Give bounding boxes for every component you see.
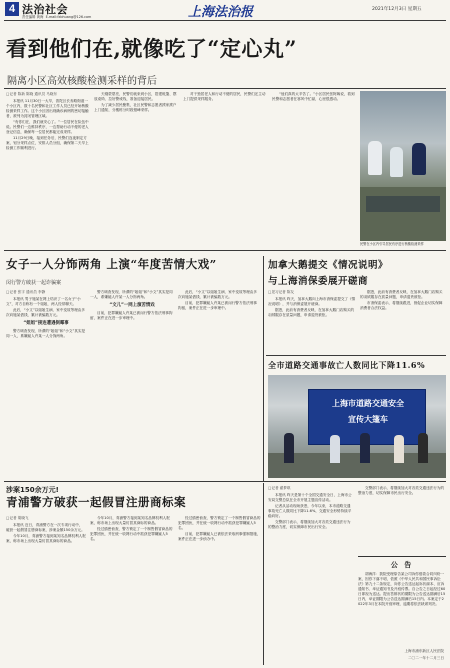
lead-paragraph: 为了减少居民聚集，社区民警和志愿者挨家挨户上门通知，分楼栋分时段错峰采样。 <box>94 103 177 113</box>
story3-byline: □见习记者 陈友 <box>268 290 295 294</box>
story5-paragraph: 目前，犯罪嫌疑人已被依法采取刑事强制措施，案件正在进一步侦办中。 <box>178 532 261 542</box>
vertical-divider-1 <box>263 256 264 481</box>
story4-paragraph: 交警部门表示，将继续加大对各类交通违法行为的整治力度，切实保障市民出行安全。 <box>358 486 445 495</box>
story4-paragraph: 本报讯 昨天是第十个全国交通安全日，上海市公安局交警总队在全市开展主题宣传活动。 <box>268 493 352 502</box>
story5-column-3 <box>178 516 262 663</box>
lead-paragraph: 天刚蒙蒙亮，民警们就来到小区，搭建帐篷、摆放桌椅、拉好警戒线，准备迎接居民。 <box>94 92 177 101</box>
lead-photo <box>360 91 446 241</box>
notice-title: 公 告 <box>390 560 414 569</box>
story4-banner-text-2: 宣传大篷车 <box>348 415 388 424</box>
story2-byline: □记者 张宇 通讯员 李静 <box>6 290 46 294</box>
lead-paragraph: “有你们在，我们就安心了。”一位居民在队伍中说。民警们一边维持秩序，一边帮助行动不便的老人登记信息，确保每一位居民都能完成采样。 <box>6 120 89 135</box>
story2-column-3 <box>178 290 260 479</box>
masthead: 上海法治报 <box>188 5 254 20</box>
story5-column-1 <box>6 523 86 663</box>
story2-column-2 <box>90 290 174 479</box>
notice-body: 胡海洋：我院受理原告某公司诉你借款合同纠纷一案，因你下落不明，依照《中华人民共和国民事诉讼法》第九十二条规定，向你公告送达起诉状副本、应诉通知书、举证通知书及开庭传票。自公告之日起经过60日即视为送达。提出答辩状的期限为公告送达期满后15日内，举证期限为公告送达期满后15日内。本案定于2022年3月在本院开庭审理，逾期将依法缺席判决。 <box>358 572 446 606</box>
story5-paragraph: 经过缜密侦查，警方锁定了一个制售假冒商品的犯罪团伙，并在统一收网行动中抓获犯罪嫌疑人5名。 <box>178 516 261 530</box>
lead-paragraph: 对于独居老人和行动不便的居民，民警们还主动上门提供采样服务。 <box>183 92 266 101</box>
lead-paragraph: 本报讯 11月30日一大早，普陀区长寿路街道一个小区内，数十名民警和社区工作人员已经开始核酸检测采样工作。这个小区因出现确诊病例的密切接触者，被列为封闭管理区域。 <box>6 99 89 118</box>
story3-paragraph: 据悉，此前有消费者反映，在加拿大鹅门店购买的羽绒服存在质量问题，申请退货被拒。 <box>268 308 355 318</box>
editor-line: 责任编辑 黄海 E-mail:fzbhuang@126.com <box>22 15 92 19</box>
lead-column-4 <box>272 92 357 244</box>
story4-paragraph: 交警部门表示，将继续加大对各类交通违法行为的整治力度，切实保障市民出行安全。 <box>268 520 351 530</box>
story4-photo <box>268 375 446 478</box>
lead-column-2 <box>94 92 180 244</box>
lead-headline: 看到他们在,就像吃了“定心丸” <box>6 36 297 61</box>
story2-subhead-2: “文儿”一网上演苦情戏 <box>109 303 155 308</box>
lead-sub-rule <box>4 88 446 89</box>
story2-paragraph: 目前，犯罪嫌疑人许某已被闵行警方依法刑事拘留，案件正在进一步审理中。 <box>90 311 173 320</box>
lead-subheadline: 隔离小区高效核酸检测采样的背后 <box>7 76 157 87</box>
story4-column-1 <box>268 493 354 663</box>
story3-subheadline: 与上海消保委展开磋商 <box>268 276 369 287</box>
story4-headline: 全市道路交通事故亡人数同比下降11.6% <box>268 360 426 370</box>
story2-subhead-1: “姐姐”接连遭遇倒霉事 <box>23 321 69 327</box>
section-divider-1 <box>4 250 446 251</box>
page-header <box>0 0 450 20</box>
notice-box <box>358 556 446 664</box>
story4-byline: □记者 翟梦琪 <box>268 486 291 490</box>
section-divider-2 <box>4 481 446 482</box>
story3-column-2 <box>360 290 446 353</box>
story5-paragraph: 本报讯 近日，青浦警方在一次专项行动中，破获一起假冒注册商标案，涉案金额150余万元。 <box>6 523 85 532</box>
story5-kicker: 涉案150余万元! <box>6 486 59 494</box>
lead-paragraph: “他们真的太辛苦了。”小区居民张阿姨说，看到民警和志愿者在寒风中忙碌，心里很感动。 <box>272 92 355 101</box>
story4-paragraph: 记者从活动现场获悉，今年以来，本市道路交通事故死亡人数同比下降11.6%，交通安全形势持续平稳向好。 <box>268 504 352 519</box>
lead-column-1 <box>6 99 91 244</box>
story3-paragraph: 本报讯 昨天，加拿大鹅向上海市消保委提交了《情况说明》，并与消保委展开磋商。 <box>268 297 356 306</box>
story3-column-1 <box>268 297 356 353</box>
story2-paragraph: 警方调查发现，所谓的“姐姐”和“小文”其实是同一人，系嫌疑人许某一人分饰两角。 <box>6 329 86 339</box>
story2-paragraph: 目前，犯罪嫌疑人许某已被闵行警方依法刑事拘留，案件正在进一步审理中。 <box>178 301 257 311</box>
lead-byline: □记者 陈新 陈晓 通讯员 马晓东 <box>6 92 58 96</box>
story3-rule <box>266 355 446 356</box>
story2-paragraph: 警方调查发现，所谓的“姐姐”和“小文”其实是同一人，系嫌疑人许某一人分饰两角。 <box>90 290 173 299</box>
story2-subheadline: 闵行警方破获一起诈骗案 <box>6 280 62 286</box>
story2-paragraph: 此后，“小文”以姐姐生病、家中变故等理由多次向施某借钱，累计被骗数万元。 <box>178 290 258 299</box>
story4-banner-text: 上海市道路交通安全 <box>332 399 404 408</box>
page-number-badge: 4 <box>5 2 19 16</box>
story5-byline: □记者 胡晓飞 <box>6 516 29 520</box>
story3-paragraph: 据悉，此前有消费者反映，在加拿大鹅门店购买的羽绒服存在质量问题，申请退货被拒。 <box>360 290 443 299</box>
lead-photo-caption: 民警在小区内引导居民有序进行核酸检测采样 <box>360 242 424 246</box>
story5-paragraph: 今年10月，青浦警方接到某知名品牌权利人报案，称市场上出现大量仿冒其商标的商品。 <box>6 534 86 544</box>
notice-date: 二〇二一年十二月三日 <box>408 656 444 660</box>
story5-paragraph: 今年10月，青浦警方接到某知名品牌权利人报案，称市场上出现大量仿冒其商标的商品。 <box>90 516 170 525</box>
lead-column-3 <box>183 92 269 244</box>
story2-headline: 女子一人分饰两角 上演“年度苦情大戏” <box>6 257 217 271</box>
lead-paragraph: 11月29日晚，接到任务后，民警们连夜制定方案，划分采样点位，安排人员分组，确保第二天早上检测工作顺利进行。 <box>6 136 89 151</box>
section-title: 法治社会 <box>22 3 68 16</box>
story3-headline: 加拿大鹅提交《情况说明》 <box>268 260 389 271</box>
story4-column-2 <box>358 486 446 552</box>
story5-headline: 青浦警方破获一起假冒注册商标案 <box>6 495 186 509</box>
story2-column-1 <box>6 297 86 479</box>
issue-date: 2021年12月3日 星期五 <box>372 7 422 12</box>
story5-paragraph: 经过缜密侦查，警方锁定了一个制售假冒商品的犯罪团伙，并在统一收网行动中抓获犯罪嫌疑人5名。 <box>90 527 173 542</box>
notice-signature: 上海市浦东新区人民法院 <box>404 649 444 653</box>
story5-column-2 <box>90 516 174 663</box>
vertical-divider-2 <box>263 483 264 665</box>
header-rule <box>4 20 446 21</box>
story2-paragraph: 此后，“小文”以姐姐生病、家中变故等理由多次向施某借钱，累计被骗数万元。 <box>6 308 86 318</box>
story2-paragraph: 本报讯 男子施某在网上结识了一名女子“小文”，对方自称有一个姐姐，两人经常聊天。 <box>6 297 81 306</box>
story3-paragraph: 市消保委表示，将继续跟进，督促企业切实保障消费者合法权益。 <box>360 301 443 311</box>
